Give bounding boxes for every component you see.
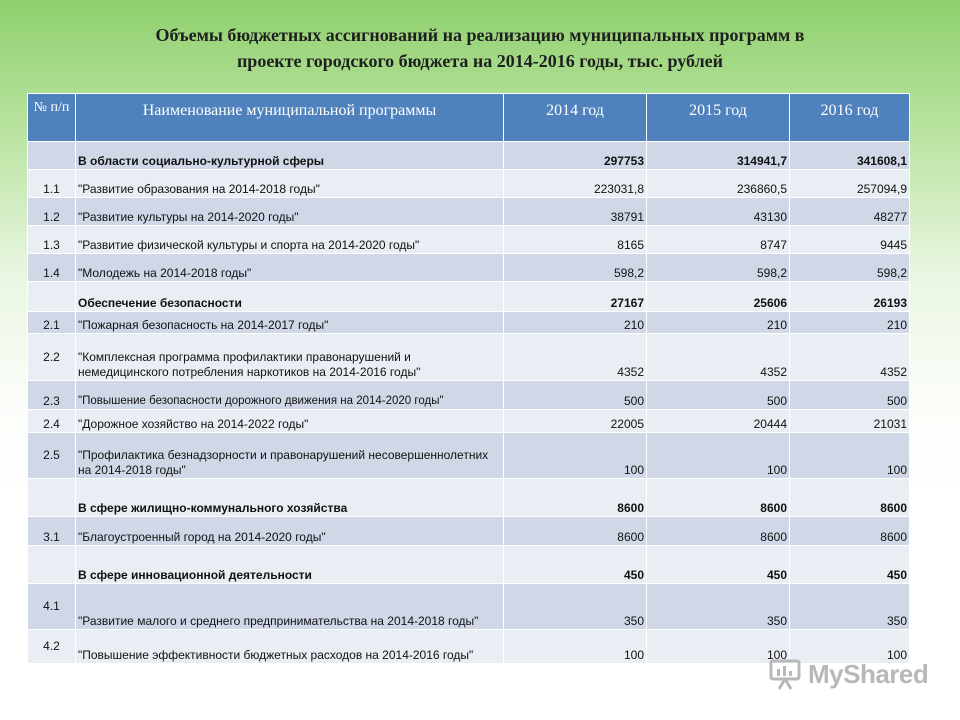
row-number — [28, 546, 76, 584]
row-name: "Развитие образования на 2014-2018 годы" — [76, 170, 504, 198]
row-number: 2.4 — [28, 410, 76, 433]
table-row — [28, 381, 910, 410]
table-body — [28, 142, 910, 664]
row-value-2014: 500 — [504, 381, 647, 410]
row-value-2014: 100 — [504, 630, 647, 664]
row-name: "Пожарная безопасность на 2014-2017 годы" — [76, 312, 504, 334]
row-name: "Развитие малого и среднего предпринимательства на 2014-2018 годы" — [76, 584, 504, 630]
row-number: 1.2 — [28, 198, 76, 226]
table-row — [28, 334, 910, 381]
row-name: "Дорожное хозяйство на 2014-2022 годы" — [76, 410, 504, 433]
header-no: № п/п — [28, 94, 76, 142]
row-name: В сфере жилищно-коммунального хозяйства — [76, 479, 504, 517]
budget-table — [27, 93, 910, 664]
row-value-2014: 297753 — [504, 142, 647, 170]
row-value-2014: 450 — [504, 546, 647, 584]
row-value-2015: 43130 — [647, 198, 790, 226]
watermark-text: MyShared — [808, 658, 929, 689]
row-name: "Комплексная программа профилактики правонарушений и немедицинского потребления наркотиков на 2014-2016 годы" — [76, 334, 504, 381]
row-value-2015: 500 — [647, 381, 790, 410]
table-row — [28, 226, 910, 254]
row-value-2015: 100 — [647, 630, 790, 664]
row-value-2015: 25606 — [647, 282, 790, 312]
row-value-2016: 21031 — [790, 410, 910, 433]
row-value-2014: 8600 — [504, 517, 647, 546]
row-number: 2.3 — [28, 381, 76, 410]
row-value-2015: 350 — [647, 584, 790, 630]
table-row — [28, 584, 910, 630]
row-name: "Развитие физической культуры и спорта на 2014-2020 годы" — [76, 226, 504, 254]
row-number — [28, 142, 76, 170]
row-value-2015: 20444 — [647, 410, 790, 433]
row-value-2015: 210 — [647, 312, 790, 334]
row-value-2016: 341608,1 — [790, 142, 910, 170]
row-number: 1.4 — [28, 254, 76, 282]
row-name: В области социально-культурной сферы — [76, 142, 504, 170]
row-value-2014: 22005 — [504, 410, 647, 433]
row-number: 3.1 — [28, 517, 76, 546]
table-row — [28, 517, 910, 546]
header-2015: 2015 год — [647, 94, 790, 142]
row-value-2016: 9445 — [790, 226, 910, 254]
row-value-2016: 48277 — [790, 198, 910, 226]
row-value-2015: 4352 — [647, 334, 790, 381]
table-header-row — [28, 94, 910, 142]
row-value-2016: 8600 — [790, 479, 910, 517]
row-value-2014: 8165 — [504, 226, 647, 254]
row-value-2015: 314941,7 — [647, 142, 790, 170]
row-number: 1.3 — [28, 226, 76, 254]
row-value-2015: 8747 — [647, 226, 790, 254]
row-value-2014: 4352 — [504, 334, 647, 381]
row-number — [28, 479, 76, 517]
row-number: 4.1 — [28, 584, 76, 630]
table-row-category — [28, 546, 910, 584]
row-value-2015: 100 — [647, 433, 790, 479]
row-value-2016: 598,2 — [790, 254, 910, 282]
row-value-2015: 236860,5 — [647, 170, 790, 198]
table-row-category — [28, 142, 910, 170]
row-value-2014: 8600 — [504, 479, 647, 517]
header-name: Наименование муниципальной программы — [76, 94, 504, 142]
row-value-2016: 26193 — [790, 282, 910, 312]
page-title — [60, 22, 900, 74]
header-2014: 2014 год — [504, 94, 647, 142]
row-value-2016: 8600 — [790, 517, 910, 546]
row-value-2015: 450 — [647, 546, 790, 584]
title-line-2: проекте городского бюджета на 2014-2016 годы, тыс. рублей — [236, 51, 724, 71]
row-value-2016: 4352 — [790, 334, 910, 381]
row-value-2016: 257094,9 — [790, 170, 910, 198]
row-value-2016: 350 — [790, 584, 910, 630]
table-row — [28, 170, 910, 198]
row-value-2015: 598,2 — [647, 254, 790, 282]
row-value-2014: 27167 — [504, 282, 647, 312]
row-value-2016: 100 — [790, 630, 910, 664]
table-row — [28, 198, 910, 226]
row-name: "Профилактика безнадзорности и правонарушений несовершеннолетних на 2014-2018 годы" — [76, 433, 504, 479]
table-row — [28, 410, 910, 433]
row-value-2014: 598,2 — [504, 254, 647, 282]
row-name: "Развитие культуры на 2014-2020 годы" — [76, 198, 504, 226]
header-2016: 2016 год — [790, 94, 910, 142]
presentation-board-icon — [768, 657, 802, 691]
table-row-category — [28, 479, 910, 517]
row-value-2016: 210 — [790, 312, 910, 334]
row-number: 2.2 — [28, 334, 76, 381]
row-value-2014: 38791 — [504, 198, 647, 226]
row-value-2014: 210 — [504, 312, 647, 334]
table-row — [28, 433, 910, 479]
row-name: "Благоустроенный город на 2014-2020 годы" — [76, 517, 504, 546]
row-name: Обеспечение безопасности — [76, 282, 504, 312]
row-number — [28, 282, 76, 312]
row-name: "Повышение безопасности дорожного движения на 2014-2020 годы" — [76, 381, 504, 410]
row-number: 2.1 — [28, 312, 76, 334]
table-row — [28, 254, 910, 282]
row-value-2016: 500 — [790, 381, 910, 410]
watermark — [768, 656, 928, 692]
table-row — [28, 312, 910, 334]
title-line-1: Объемы бюджетных ассигнований на реализацию муниципальных программ в — [155, 25, 805, 45]
row-value-2016: 450 — [790, 546, 910, 584]
row-value-2015: 8600 — [647, 517, 790, 546]
row-name: В сфере инновационной деятельности — [76, 546, 504, 584]
row-value-2016: 100 — [790, 433, 910, 479]
table-row-category — [28, 282, 910, 312]
row-value-2015: 8600 — [647, 479, 790, 517]
row-number: 2.5 — [28, 433, 76, 479]
row-name: "Молодежь на 2014-2018 годы" — [76, 254, 504, 282]
row-value-2014: 100 — [504, 433, 647, 479]
row-value-2014: 223031,8 — [504, 170, 647, 198]
row-value-2014: 350 — [504, 584, 647, 630]
row-name: "Повышение эффективности бюджетных расходов на 2014-2016 годы" — [76, 630, 504, 664]
row-number: 1.1 — [28, 170, 76, 198]
row-number: 4.2 — [28, 630, 76, 664]
